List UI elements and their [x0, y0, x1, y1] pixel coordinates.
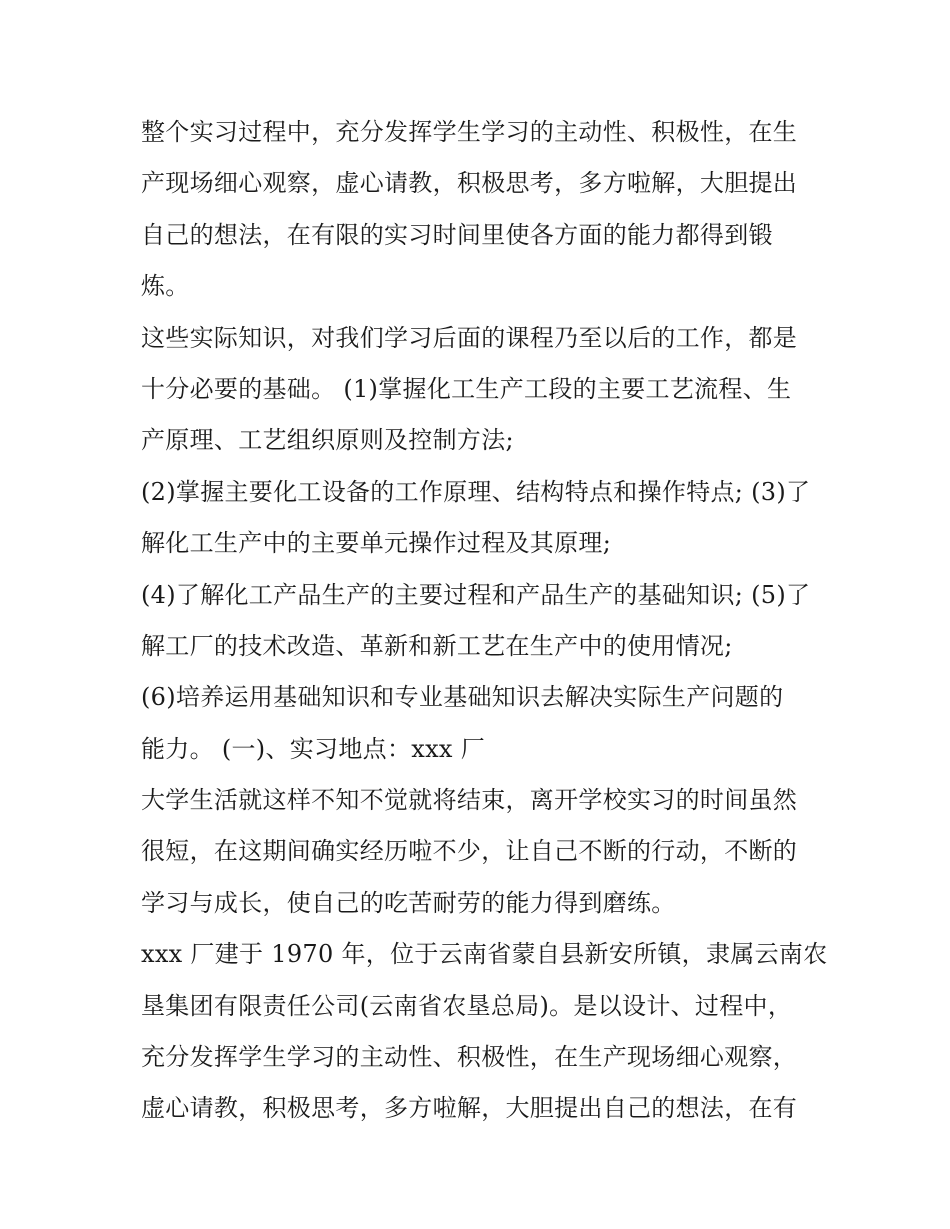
- body-text: [141, 107, 828, 1135]
- text-line: 大学生活就这样不知不觉就将结束，离开学校实习的时间虽然: [141, 786, 798, 815]
- text-line: 这些实际知识，对我们学习后面的课程乃至以后的工作，都是: [141, 323, 798, 352]
- text-line: 炼。: [141, 272, 190, 301]
- text-line: (2)掌握主要化工设备的工作原理、结构特点和操作特点; (3)了: [141, 477, 811, 506]
- text-line: 垦集团有限责任公司(云南省农垦总局)。是以设计、过程中，: [141, 991, 793, 1020]
- text-line: 整个实习过程中，充分发挥学生学习的主动性、积极性，在生: [141, 118, 798, 146]
- text-line: xxx 厂建于 1970 年，位于云南省蒙自县新安所镇，隶属云南农: [141, 940, 828, 969]
- text-line: 解化工生产中的主要单元操作过程及其原理;: [141, 529, 612, 558]
- text-line: 解工厂的技术改造、革新和新工艺在生产中的使用情况;: [141, 631, 733, 660]
- text-line: 很短，在这期间确实经历啦不少，让自己不断的行动，不断的: [141, 837, 798, 866]
- text-line: 十分必要的基础。 (1)掌握化工生产工段的主要工艺流程、生: [141, 374, 792, 403]
- text-line: 虚心请教，积极思考，多方啦解，大胆提出自己的想法，在有: [141, 1094, 798, 1123]
- text-line: (4)了解化工产品生产的主要过程和产品生产的基础知识; (5)了: [141, 580, 811, 609]
- text-line: (6)培养运用基础知识和专业基础知识去解决实际生产问题的: [141, 683, 784, 712]
- text-line: 自己的想法，在有限的实习时间里使各方面的能力都得到锻: [141, 220, 773, 249]
- text-line: 学习与成长，使自己的吃苦耐劳的能力得到磨练。: [141, 888, 676, 917]
- text-line: 充分发挥学生学习的主动性、积极性，在生产现场细心观察，: [141, 1043, 798, 1072]
- text-line: 能力。 (一)、实习地点：xxx 厂: [141, 734, 485, 763]
- text-line: 产原理、工艺组织原则及控制方法;: [141, 426, 514, 455]
- text-line: 产现场细心观察，虚心请教，积极思考，多方啦解，大胆提出: [141, 169, 798, 198]
